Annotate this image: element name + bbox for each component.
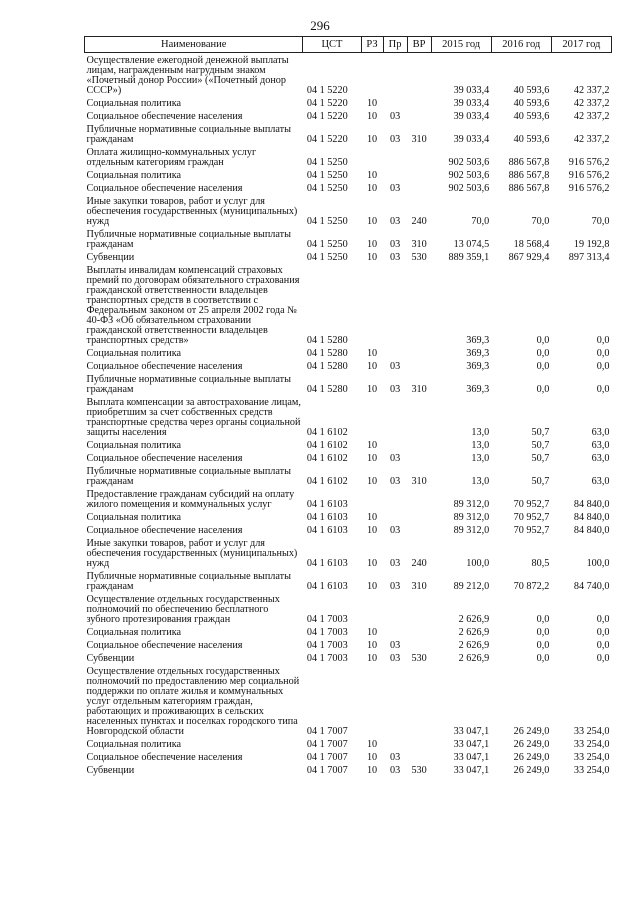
row-pr: [383, 438, 407, 451]
row-2017: 916 576,2: [568, 183, 610, 194]
row-rz: 10: [366, 765, 378, 776]
table-row: [85, 53, 612, 97]
row-2016: 0,0: [536, 627, 550, 638]
row-rz: 10: [366, 653, 378, 664]
row-2016: 26 249,0: [513, 739, 550, 750]
row-2016: 0,0: [536, 335, 550, 346]
row-pr: 03: [389, 525, 401, 536]
row-2017: 42 337,2: [573, 111, 610, 122]
row-2015: 2 626,9: [458, 614, 490, 625]
row-2016: 50,7: [531, 453, 550, 464]
row-name: Социальное обеспечение населения: [86, 453, 243, 464]
row-rz: [361, 53, 383, 97]
row-vr: [407, 664, 431, 737]
row-name: Социальная политика: [86, 348, 182, 359]
row-2016: 50,7: [531, 440, 550, 451]
row-2016: 40 593,6: [513, 98, 550, 109]
row-cst: 04 1 6103: [306, 499, 348, 510]
row-vr: [407, 109, 431, 122]
row-pr: [383, 737, 407, 750]
row-rz: 10: [366, 512, 378, 523]
table-row: [85, 263, 612, 346]
row-pr: 03: [389, 111, 401, 122]
row-name: Социальная политика: [86, 512, 182, 523]
row-pr: 03: [389, 384, 401, 395]
row-name: Социальное обеспечение населения: [86, 525, 243, 536]
row-pr: [383, 510, 407, 523]
row-name: Предоставление гражданам субсидий на оплату жилого помещения и коммунальных услуг: [86, 489, 295, 510]
row-cst: 04 1 5250: [306, 216, 348, 227]
table-row: [85, 592, 612, 625]
row-2017: 42 337,2: [573, 85, 610, 96]
row-cst: 04 1 7007: [306, 765, 348, 776]
row-name: Социальное обеспечение населения: [86, 640, 243, 651]
row-2015: 889 359,1: [448, 252, 490, 263]
row-2015: 70,0: [471, 216, 490, 227]
row-2015: 39 033,4: [453, 111, 490, 122]
row-2015: 89 312,0: [453, 499, 490, 510]
row-pr: [383, 346, 407, 359]
row-2016: 70,0: [531, 216, 550, 227]
row-name: Субвенции: [86, 252, 135, 263]
header-name: Наименование: [85, 37, 303, 53]
row-2017: 897 313,4: [568, 252, 610, 263]
row-cst: 04 1 6103: [306, 512, 348, 523]
row-2016: 0,0: [536, 361, 550, 372]
row-2017: 0,0: [596, 335, 610, 346]
row-rz: [361, 145, 383, 168]
row-vr: 240: [411, 216, 427, 227]
table-row: [85, 625, 612, 638]
row-vr: [407, 145, 431, 168]
row-name: Публичные нормативные социальные выплаты гражданам: [86, 229, 291, 250]
row-2017: 0,0: [596, 627, 610, 638]
row-2017: 33 254,0: [573, 739, 610, 750]
row-rz: 10: [366, 111, 378, 122]
row-cst: 04 1 7003: [306, 653, 348, 664]
row-2016: 70 952,7: [513, 512, 550, 523]
row-2016: 0,0: [536, 348, 550, 359]
row-vr: [407, 487, 431, 510]
row-2015: 33 047,1: [453, 726, 490, 737]
table-body: [85, 53, 612, 777]
row-2017: 84 840,0: [573, 525, 610, 536]
row-pr: [383, 487, 407, 510]
row-2017: 916 576,2: [568, 157, 610, 168]
row-2017: 0,0: [596, 361, 610, 372]
row-2015: 33 047,1: [453, 739, 490, 750]
row-2017: 916 576,2: [568, 170, 610, 181]
row-vr: [407, 359, 431, 372]
row-rz: [361, 263, 383, 346]
row-2015: 13,0: [471, 427, 490, 438]
table-row: [85, 181, 612, 194]
row-cst: 04 1 6102: [306, 476, 348, 487]
row-vr: 530: [411, 653, 427, 664]
row-cst: 04 1 7003: [306, 614, 348, 625]
row-pr: 03: [389, 640, 401, 651]
row-2017: 33 254,0: [573, 752, 610, 763]
row-rz: 10: [366, 627, 378, 638]
header-2016: 2016 год: [491, 37, 551, 53]
row-2017: 42 337,2: [573, 98, 610, 109]
row-2016: 0,0: [536, 384, 550, 395]
row-2017: 33 254,0: [573, 765, 610, 776]
row-name: Публичные нормативные социальные выплаты гражданам: [86, 374, 291, 395]
row-cst: 04 1 7003: [306, 627, 348, 638]
row-rz: 10: [366, 239, 378, 250]
row-2017: 63,0: [591, 476, 610, 487]
row-pr: 03: [389, 134, 401, 145]
row-2016: 0,0: [536, 640, 550, 651]
table-row: [85, 145, 612, 168]
table-row: [85, 464, 612, 487]
row-name: Субвенции: [86, 653, 135, 664]
row-name: Социальная политика: [86, 627, 182, 638]
table-row: [85, 664, 612, 737]
row-2017: 0,0: [596, 640, 610, 651]
page-number: 296: [310, 18, 330, 33]
row-pr: [383, 592, 407, 625]
row-2016: 886 567,8: [508, 170, 550, 181]
row-2016: 40 593,6: [513, 111, 550, 122]
table-row: [85, 438, 612, 451]
row-cst: 04 1 7007: [306, 726, 348, 737]
row-2015: 13,0: [471, 440, 490, 451]
row-pr: [383, 395, 407, 438]
row-pr: [383, 96, 407, 109]
row-cst: 04 1 7007: [306, 739, 348, 750]
row-cst: 04 1 5220: [306, 134, 348, 145]
row-2016: 40 593,6: [513, 134, 550, 145]
row-name: Социальное обеспечение населения: [86, 111, 243, 122]
row-2017: 63,0: [591, 427, 610, 438]
row-2015: 902 503,6: [448, 183, 490, 194]
row-name: Социальное обеспечение населения: [86, 183, 243, 194]
row-vr: [407, 168, 431, 181]
row-cst: 04 1 6102: [306, 440, 348, 451]
row-2015: 369,3: [466, 361, 490, 372]
row-cst: 04 1 5280: [306, 335, 348, 346]
row-name: Публичные нормативные социальные выплаты гражданам: [86, 466, 291, 487]
row-2017: 0,0: [596, 384, 610, 395]
row-2017: 42 337,2: [573, 134, 610, 145]
table-row: [85, 359, 612, 372]
row-rz: 10: [366, 440, 378, 451]
row-2015: 89 212,0: [453, 581, 490, 592]
row-vr: 310: [411, 476, 427, 487]
row-2016: 867 929,4: [508, 252, 550, 263]
row-2015: 2 626,9: [458, 627, 490, 638]
row-vr: 310: [411, 134, 427, 145]
row-2015: 39 033,4: [453, 134, 490, 145]
header-2017: 2017 год: [551, 37, 611, 53]
row-vr: [407, 510, 431, 523]
row-rz: 10: [366, 581, 378, 592]
row-pr: 03: [389, 653, 401, 664]
row-2015: 2 626,9: [458, 653, 490, 664]
row-pr: 03: [389, 239, 401, 250]
row-name: Социальная политика: [86, 739, 182, 750]
row-pr: 03: [389, 252, 401, 263]
row-cst: 04 1 6103: [306, 581, 348, 592]
row-cst: 04 1 6103: [306, 525, 348, 536]
row-name: Выплата компенсации за автострахование лицам, приобретшим за счет собственных средств транспортные средства через органы социальной защиты населения: [86, 397, 301, 438]
row-pr: [383, 263, 407, 346]
row-2016: 886 567,8: [508, 183, 550, 194]
row-2017: 19 192,8: [573, 239, 610, 250]
row-rz: 10: [366, 476, 378, 487]
row-2016: 0,0: [536, 653, 550, 664]
row-2016: 70 952,7: [513, 525, 550, 536]
row-pr: [383, 53, 407, 97]
row-cst: 04 1 5280: [306, 348, 348, 359]
row-cst: 04 1 5250: [306, 157, 348, 168]
row-vr: [407, 263, 431, 346]
row-vr: 530: [411, 252, 427, 263]
table-row: [85, 346, 612, 359]
row-name: Иные закупки товаров, работ и услуг для обеспечения государственных (муниципальных) нужд: [86, 196, 298, 227]
table-row: [85, 750, 612, 763]
row-rz: 10: [366, 640, 378, 651]
row-rz: 10: [366, 183, 378, 194]
row-2015: 13 074,5: [453, 239, 490, 250]
row-name: Оплата жилищно-коммунальных услуг отдельным категориям граждан: [86, 147, 257, 168]
row-2015: 100,0: [466, 558, 490, 569]
row-2015: 13,0: [471, 476, 490, 487]
row-rz: 10: [366, 453, 378, 464]
row-vr: 310: [411, 239, 427, 250]
row-pr: 03: [389, 581, 401, 592]
row-rz: [361, 664, 383, 737]
row-vr: [407, 53, 431, 97]
row-name: Осуществление ежегодной денежной выплаты лицам, награжденным нагрудным знаком «Почетный донор России» («Почетный донор СССР»): [86, 55, 289, 96]
row-pr: [383, 168, 407, 181]
row-vr: [407, 750, 431, 763]
row-2017: 70,0: [591, 216, 610, 227]
row-rz: 10: [366, 525, 378, 536]
table-row: [85, 523, 612, 536]
row-pr: [383, 625, 407, 638]
row-name: Публичные нормативные социальные выплаты гражданам: [86, 571, 291, 592]
row-2017: 84 840,0: [573, 512, 610, 523]
table-row: [85, 122, 612, 145]
row-cst: 04 1 6102: [306, 427, 348, 438]
header-cst: ЦСТ: [303, 37, 361, 53]
row-cst: 04 1 7007: [306, 752, 348, 763]
row-rz: 10: [366, 384, 378, 395]
row-pr: [383, 664, 407, 737]
row-vr: [407, 737, 431, 750]
row-pr: 03: [389, 453, 401, 464]
row-2017: 63,0: [591, 453, 610, 464]
row-rz: 10: [366, 739, 378, 750]
row-rz: [361, 592, 383, 625]
row-name: Осуществление отдельных государственных полномочий по предоставлению мер социальной поддержки по оплате жилья и коммунальных услуг отдельным категориям граждан, работающих и проживающих в сельских населенных пунктах и поселках городского типа Новгородской области: [86, 666, 300, 737]
table-row: [85, 168, 612, 181]
row-name: Иные закупки товаров, работ и услуг для обеспечения государственных (муниципальных) нужд: [86, 538, 298, 569]
row-vr: [407, 395, 431, 438]
row-2015: 369,3: [466, 384, 490, 395]
table-row: [85, 638, 612, 651]
row-2016: 26 249,0: [513, 752, 550, 763]
table-row: [85, 651, 612, 664]
row-pr: 03: [389, 765, 401, 776]
row-2016: 18 568,4: [513, 239, 550, 250]
row-pr: 03: [389, 558, 401, 569]
row-2017: 33 254,0: [573, 726, 610, 737]
table-header-row: [85, 37, 612, 53]
row-pr: 03: [389, 476, 401, 487]
row-vr: 310: [411, 581, 427, 592]
table-row: [85, 487, 612, 510]
row-vr: [407, 592, 431, 625]
row-rz: 10: [366, 252, 378, 263]
row-2015: 89 312,0: [453, 512, 490, 523]
row-cst: 04 1 5220: [306, 98, 348, 109]
row-2016: 0,0: [536, 614, 550, 625]
table-row: [85, 372, 612, 395]
header-pr: Пр: [383, 37, 407, 53]
row-2016: 70 872,2: [513, 581, 550, 592]
table-row: [85, 194, 612, 227]
row-2015: 369,3: [466, 348, 490, 359]
row-cst: 04 1 5280: [306, 384, 348, 395]
table-row: [85, 763, 612, 776]
row-rz: 10: [366, 348, 378, 359]
header-2015: 2015 год: [431, 37, 491, 53]
row-name: Выплаты инвалидам компенсаций страховых премий по договорам обязательного страхования гражданской ответственности владельцев транспортных средств в соответствии с Федеральным законом от 25 апреля 2002 года № 40-ФЗ «Об обязательном страховании гражданской ответственности владельцев транспортных средств»: [86, 265, 300, 346]
row-vr: [407, 451, 431, 464]
row-2016: 26 249,0: [513, 765, 550, 776]
row-2015: 89 312,0: [453, 525, 490, 536]
row-rz: 10: [366, 216, 378, 227]
row-cst: 04 1 5250: [306, 183, 348, 194]
row-name: Социальное обеспечение населения: [86, 361, 243, 372]
row-vr: 530: [411, 765, 427, 776]
table-row: [85, 569, 612, 592]
row-vr: [407, 181, 431, 194]
table-row: [85, 96, 612, 109]
row-2017: 63,0: [591, 440, 610, 451]
row-pr: [383, 145, 407, 168]
table-row: [85, 227, 612, 250]
row-pr: 03: [389, 361, 401, 372]
row-rz: [361, 395, 383, 438]
row-pr: 03: [389, 752, 401, 763]
row-2015: 902 503,6: [448, 170, 490, 181]
table-row: [85, 250, 612, 263]
header-vr: ВР: [407, 37, 431, 53]
row-pr: 03: [389, 216, 401, 227]
row-2016: 40 593,6: [513, 85, 550, 96]
row-name: Осуществление отдельных государственных полномочий по обеспечению бесплатного зубного протезирования граждан: [86, 594, 280, 625]
row-2017: 0,0: [596, 614, 610, 625]
row-vr: [407, 523, 431, 536]
row-2015: 902 503,6: [448, 157, 490, 168]
row-rz: 10: [366, 134, 378, 145]
row-vr: [407, 625, 431, 638]
row-vr: [407, 346, 431, 359]
table-row: [85, 510, 612, 523]
row-2015: 39 033,4: [453, 98, 490, 109]
row-2015: 33 047,1: [453, 765, 490, 776]
row-2017: 100,0: [586, 558, 610, 569]
table-row: [85, 109, 612, 122]
budget-table: [84, 36, 612, 776]
row-name: Публичные нормативные социальные выплаты гражданам: [86, 124, 291, 145]
row-2016: 80,5: [531, 558, 550, 569]
table-row: [85, 451, 612, 464]
row-2016: 26 249,0: [513, 726, 550, 737]
row-2017: 0,0: [596, 348, 610, 359]
row-2017: 84 840,0: [573, 499, 610, 510]
row-2016: 50,7: [531, 427, 550, 438]
row-cst: 04 1 5280: [306, 361, 348, 372]
row-vr: [407, 96, 431, 109]
row-cst: 04 1 7003: [306, 640, 348, 651]
row-rz: 10: [366, 752, 378, 763]
row-name: Социальная политика: [86, 98, 182, 109]
row-2017: 84 740,0: [573, 581, 610, 592]
table-row: [85, 737, 612, 750]
row-cst: 04 1 6102: [306, 453, 348, 464]
row-cst: 04 1 5250: [306, 252, 348, 263]
row-2016: 50,7: [531, 476, 550, 487]
row-2017: 0,0: [596, 653, 610, 664]
row-name: Социальная политика: [86, 170, 182, 181]
row-2015: 33 047,1: [453, 752, 490, 763]
row-2015: 13,0: [471, 453, 490, 464]
row-rz: 10: [366, 98, 378, 109]
row-2015: 39 033,4: [453, 85, 490, 96]
row-vr: [407, 638, 431, 651]
row-name: Социальная политика: [86, 440, 182, 451]
row-rz: 10: [366, 361, 378, 372]
row-2016: 886 567,8: [508, 157, 550, 168]
row-vr: 240: [411, 558, 427, 569]
row-name: Субвенции: [86, 765, 135, 776]
row-rz: 10: [366, 170, 378, 181]
table-row: [85, 395, 612, 438]
row-vr: 310: [411, 384, 427, 395]
row-pr: 03: [389, 183, 401, 194]
row-2015: 2 626,9: [458, 640, 490, 651]
row-name: Социальное обеспечение населения: [86, 752, 243, 763]
row-cst: 04 1 5220: [306, 111, 348, 122]
row-cst: 04 1 6103: [306, 558, 348, 569]
row-cst: 04 1 5250: [306, 170, 348, 181]
row-2015: 369,3: [466, 335, 490, 346]
row-rz: [361, 487, 383, 510]
header-rz: РЗ: [361, 37, 383, 53]
row-rz: 10: [366, 558, 378, 569]
row-vr: [407, 438, 431, 451]
row-2016: 70 952,7: [513, 499, 550, 510]
row-cst: 04 1 5250: [306, 239, 348, 250]
row-cst: 04 1 5220: [306, 85, 348, 96]
table-row: [85, 536, 612, 569]
